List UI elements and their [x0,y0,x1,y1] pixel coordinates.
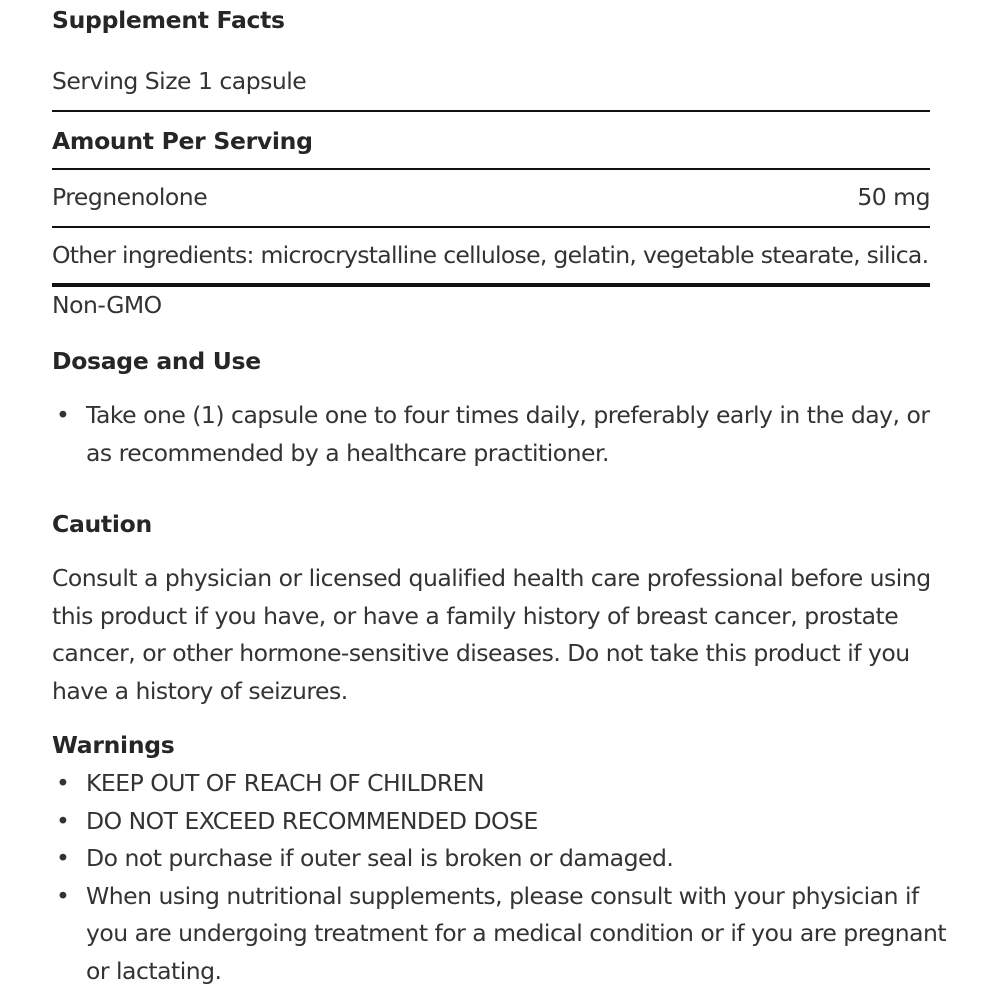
thick-divider [52,283,930,287]
list-item: • KEEP OUT OF REACH OF CHILDREN [52,765,947,803]
other-ingredients: Other ingredients: microcrystalline cellulose, gelatin, vegetable stearate, silica. [52,241,929,269]
caution-heading: Caution [52,510,152,538]
divider [52,110,930,112]
non-gmo-label: Non-GMO [52,291,162,319]
list-item: • Do not purchase if outer seal is broken or damaged. [52,840,947,878]
warnings-list [52,765,947,990]
caution-text: Consult a physician or licensed qualified health care professional before using this product if you have, or have a family history of breast cancer, prostate cancer, or other hormone-sensitive diseases. Do not take this product if you have a history of seizures. [52,564,931,705]
dosage-list [52,397,947,472]
warnings-heading: Warnings [52,731,175,759]
nutrient-amount: 50 mg [857,183,930,211]
list-item: • When using nutritional supplements, please consult with your physician if you are undergoing treatment for a medical condition or if you are pregnant or lactating. [52,878,947,991]
list-item: • Take one (1) capsule one to four times daily, preferably early in the day, or as recommended by a healthcare practitioner. [52,397,947,472]
dosage-heading: Dosage and Use [52,347,261,375]
nutrient-name: Pregnenolone [52,183,208,211]
serving-size: Serving Size 1 capsule [52,67,307,95]
divider [52,168,930,170]
amount-per-serving-header: Amount Per Serving [52,127,313,155]
supplement-facts-title: Supplement Facts [52,6,285,34]
nutrient-row [52,183,930,211]
divider [52,226,930,228]
list-item: • DO NOT EXCEED RECOMMENDED DOSE [52,803,947,841]
